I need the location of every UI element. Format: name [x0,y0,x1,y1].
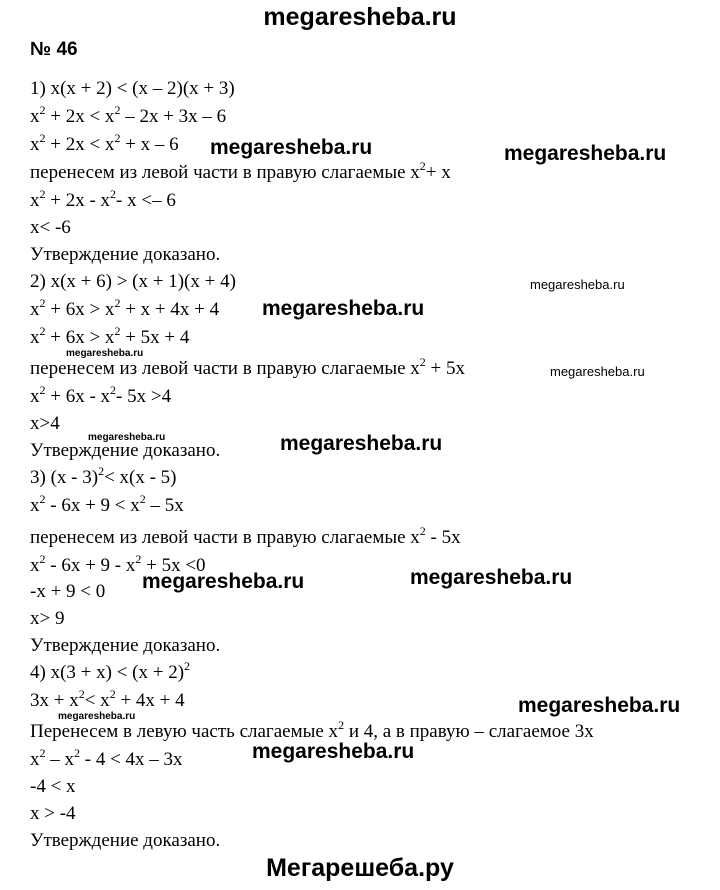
part3-line4: $x^2 - 6x + 9 - x^2 + 5x <0$ [30,552,206,576]
part2-line5: $x^2 + 6x - x^2-$ 5x >4 [30,383,172,407]
watermark: megaresheba.ru [550,364,645,379]
part2-line7: Утверждение доказано. [30,440,221,461]
watermark: megaresheba.ru [142,570,305,593]
part1-line3: $x^2 + 2x < x^2 + x - 6$ [30,131,179,155]
watermark: megaresheba.ru [210,136,373,159]
watermark: megaresheba.ru [410,566,573,589]
watermark: megaresheba.ru [88,432,166,443]
part1-line4: перенесем из левой части в правую слагаемые $x^2+ x$ [30,159,451,183]
part3-line3: перенесем из левой части в правую слагаемые $x^2 - 5x$ [30,524,461,548]
part1-line1: 1) x(x + 2) < (x – 2)(x + 3) [30,78,235,99]
part4-line7: Утверждение доказано. [30,830,221,851]
part4-line1: 4) $x(3 + x) < (x + 2)^2$ [30,659,191,683]
part1-line5: $x^2 + 2x - x^2-$ x <– 6 [30,187,176,211]
part4-line5: -4 < x [30,776,76,797]
site-header: megaresheba.ru [263,3,457,31]
part3-line6: x> 9 [30,608,65,629]
watermark: megaresheba.ru [530,277,625,292]
watermark: megaresheba.ru [252,740,415,763]
site-footer: Мегарешеба.ру [266,854,454,882]
part2-line1: 2) x(x + 6) > (x + 1)(x + 4) [30,271,236,292]
watermark: megaresheba.ru [280,432,443,455]
part3-line1: 3) (x - 3)$^2$< x(x - 5) [30,464,177,488]
part2-line6: x>4 [30,413,60,434]
part1-line2: $x^2 + 2x < x^2 - 2x + 3x - 6$ [30,103,227,127]
part2-line2: $x^2 + 6x > x^2 + x + 4x + 4$ [30,296,220,320]
part4-line3: Перенесем в левую часть слагаемые $x^2$ и 4, а в правую – слагаемое 3x [30,718,594,742]
part3-line7: Утверждение доказано. [30,635,221,656]
part4-line4: $x^2 - x^2 - 4 < 4x - 3x$ [30,746,183,770]
part1-line7: Утверждение доказано. [30,244,221,265]
problem-number: № 46 [30,39,78,60]
watermark: megaresheba.ru [518,694,681,717]
watermark: megaresheba.ru [58,711,136,722]
watermark: megaresheba.ru [504,142,667,165]
part4-line6: x > -4 [30,803,76,824]
watermark: megaresheba.ru [66,348,144,359]
part2-line3: $x^2 + 6x > x^2 + 5x + 4$ [30,324,190,348]
part1-line6: x< -6 [30,217,71,238]
part3-line2: $x^2 - 6x + 9 < x^2 - 5x$ [30,492,184,516]
part3-line5: -x + 9 < 0 [30,581,106,602]
watermark: megaresheba.ru [262,297,425,320]
part4-line2: $3x + x^2< x^2 + 4x + 4$ [30,687,185,711]
part2-line4: перенесем из левой части в правую слагаемые $x^2 + 5x$ [30,355,466,379]
